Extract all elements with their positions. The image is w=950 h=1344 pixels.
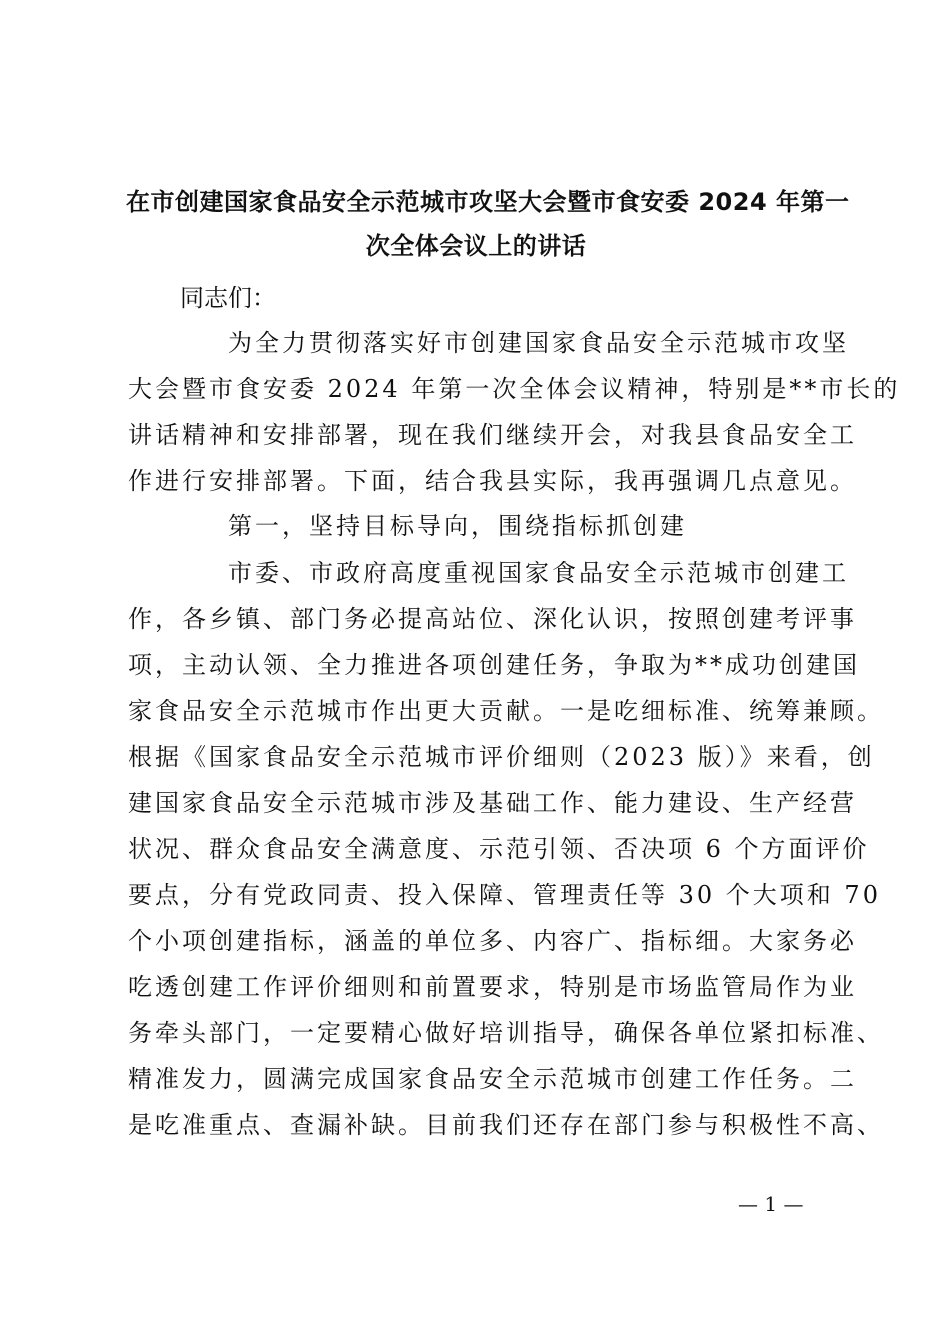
paragraph-2-line: 建国家食品安全示范城市涉及基础工作、能力建设、生产经营 [128, 789, 857, 817]
title-line-1: 在市创建国家食品安全示范城市攻坚大会暨市食安委 2024 年第一 [126, 188, 850, 216]
salutation: 同志们： [180, 284, 276, 312]
paragraph-1 [128, 320, 901, 504]
paragraph-2-line: 项，主动认领、全力推进各项创建任务，争取为**成功创建国 [128, 651, 860, 679]
paragraph-2-line: 要点，分有党政同责、投入保障、管理责任等 30 个大项和 70 [128, 881, 881, 909]
paragraph-2-line: 根据《国家食品安全示范城市评价细则（2023 版）》来看，创 [128, 743, 875, 771]
paragraph-2-line: 作，各乡镇、部门务必提高站位、深化认识，按照创建考评事 [128, 605, 857, 633]
title-line-2: 次全体会议上的讲话 [365, 232, 587, 260]
paragraph-2-line: 状况、群众食品安全满意度、示范引领、否决项 6 个方面评价 [128, 835, 870, 863]
paragraph-2 [128, 550, 884, 1148]
paragraph-2-line: 个小项创建指标，涵盖的单位多、内容广、指标细。大家务必 [128, 927, 857, 955]
paragraph-1-line: 作进行安排部署。下面，结合我县实际，我再强调几点意见。 [128, 467, 857, 495]
paragraph-2-line: 是吃准重点、查漏补缺。目前我们还存在部门参与积极性不高、 [128, 1111, 884, 1139]
paragraph-2-line: 市委、市政府高度重视国家食品安全示范城市创建工 [228, 559, 849, 587]
paragraph-2-line: 吃透创建工作评价细则和前置要求，特别是市场监管局作为业 [128, 973, 857, 1001]
document-title [126, 180, 850, 268]
paragraph-2-line: 家食品安全示范城市作出更大贡献。一是吃细标准、统筹兼顾。 [128, 697, 884, 725]
section-1-heading: 第一，坚持目标导向，围绕指标抓创建 [228, 512, 687, 540]
page-number: — 1 — [738, 1192, 804, 1216]
paragraph-2-line: 精准发力，圆满完成国家食品安全示范城市创建工作任务。二 [128, 1065, 857, 1093]
paragraph-2-line: 务牵头部门，一定要精心做好培训指导，确保各单位紧扣标准、 [128, 1019, 884, 1047]
paragraph-1-line: 讲话精神和安排部署，现在我们继续开会，对我县食品安全工 [128, 421, 857, 449]
paragraph-1-line: 为全力贯彻落实好市创建国家食品安全示范城市攻坚 [228, 329, 849, 357]
paragraph-1-line: 大会暨市食安委 2024 年第一次全体会议精神，特别是**市长的 [128, 375, 901, 403]
